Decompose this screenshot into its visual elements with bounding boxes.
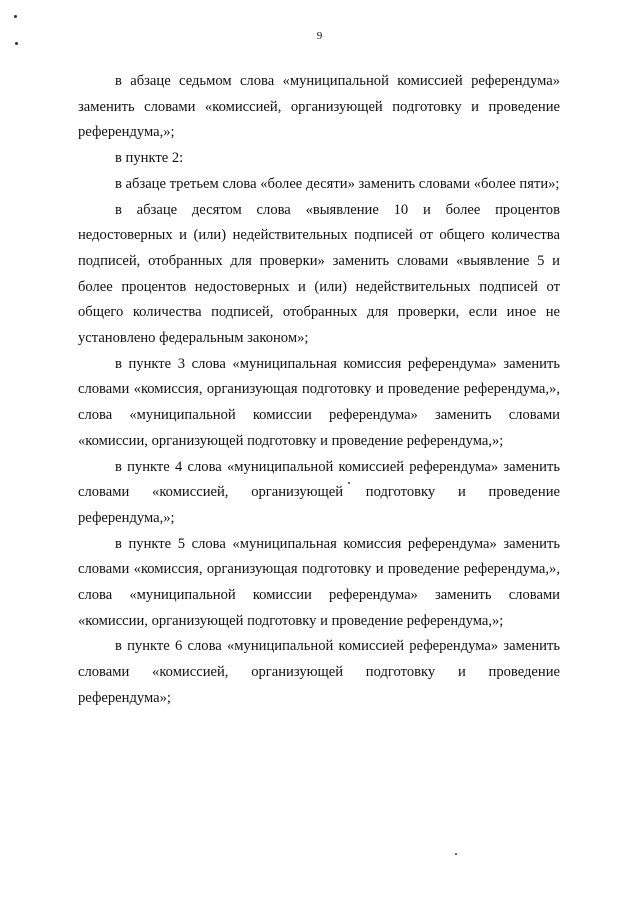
scan-speck: [14, 15, 17, 18]
body-text: [78, 69, 560, 712]
paragraph: в абзаце седьмом слова «муниципальной комиссией референдума» заменить словами «комиссией, организующей подготовку и проведение референдума,»;: [78, 73, 560, 141]
page-number: 9: [316, 30, 323, 42]
paragraph: в пункте 2:: [115, 150, 184, 167]
paragraph: в пункте 4 слова «муниципальной комиссией референдума» заменить словами «комиссией, организующей подготовку и проведение референдума,»;: [78, 458, 560, 526]
paragraph: в абзаце третьем слова «более десяти» заменить словами «более пяти»;: [115, 175, 560, 192]
paragraph: в пункте 5 слова «муниципальная комиссия референдума» заменить словами «комиссия, организующая подготовку и проведение референдума,», слова «муниципальной комиссии референдума» заменить словами «комиссии, организующей подготовку и проведение референдума,»;: [78, 535, 560, 629]
scan-speck: [455, 853, 457, 855]
paragraph: в абзаце десятом слова «выявление 10 и более процентов недостоверных и (или) недействительных подписей от общего количества подписей, отобранных для проверки» заменить словами «выявление 5 и более процентов недостоверных и (или) недействительных подписей от общего количества подписей, отобранных для проверки, если иное не установлено федеральным законом»;: [78, 201, 560, 347]
scan-speck: [15, 42, 18, 45]
paragraph: в пункте 6 слова «муниципальной комиссией референдума» заменить словами «комиссией, организующей подготовку и проведение референдума»;: [78, 638, 560, 706]
paragraph: в пункте 3 слова «муниципальная комиссия референдума» заменить словами «комиссия, организующая подготовку и проведение референдума,», слова «муниципальной комиссии референдума» заменить словами «комиссии, организующей подготовку и проведение референдума,»;: [78, 355, 560, 449]
